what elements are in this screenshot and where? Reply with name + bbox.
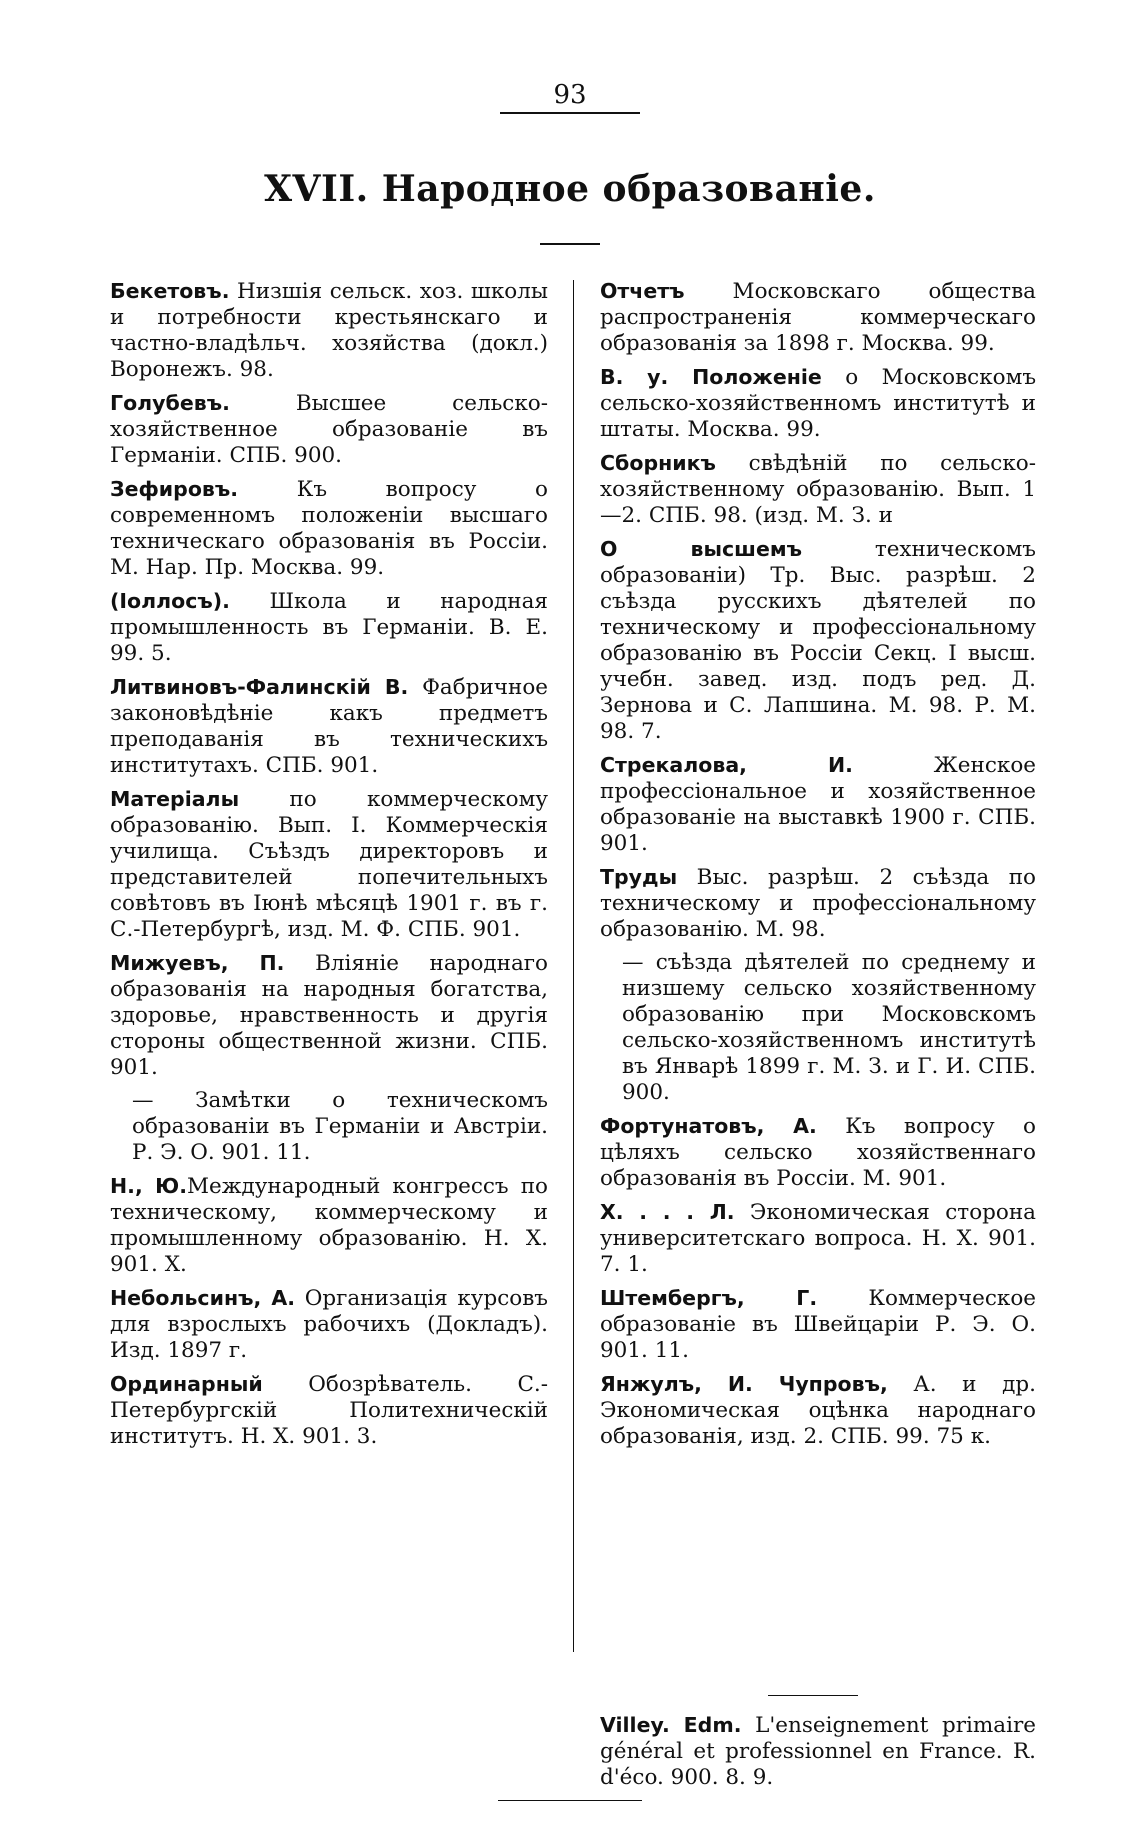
entry-text: Высшее сельско-хозяйственное образованіе въ Германіи. СПБ. 900.	[110, 391, 548, 468]
entry-text: А. и др. Экономическая оцѣнка народнаго образованія, изд. 2. СПБ. 99. 75 к.	[600, 1372, 1036, 1449]
title-rule	[540, 243, 600, 245]
bibliography-entry	[600, 1199, 1036, 1278]
entry-author: Небольсинъ, А.	[110, 1286, 295, 1310]
header-rule	[500, 112, 640, 114]
entry-text: Международный конгрессъ по техническому, коммерческому и промышленному образованію. Н. Х. 901. Х.	[110, 1174, 548, 1277]
foreign-entry	[600, 1712, 1036, 1791]
entry-text: Московскаго общества распространенія коммерческаго образованія за 1898 г. Москва. 99.	[600, 279, 1036, 356]
entry-author: Матеріалы	[110, 787, 240, 811]
entry-author: Н., Ю.	[110, 1174, 187, 1198]
entry-text: Фабричное законовѣдѣніе какъ предметъ преподаванія въ техническихъ институтахъ. СПБ. 901.	[110, 675, 548, 778]
entry-text: Экономическая сторона университетскаго вопроса. Н. Х. 901. 7. 1.	[600, 1200, 1036, 1277]
entry-author: Отчетъ	[600, 279, 685, 303]
bibliography-entry	[110, 1088, 548, 1166]
page-number: 93	[553, 80, 587, 110]
bibliography-entry	[110, 476, 548, 581]
entry-author: Янжулъ, И. Чупровъ,	[600, 1372, 888, 1396]
entry-author: О высшемъ	[600, 537, 803, 561]
bibliography-entry	[110, 588, 548, 667]
entry-text: Вліяніе народнаго образованія на народныя богатства, здоровье, нравственность и другія стороны общественной жизни. СПБ. 901.	[110, 951, 548, 1080]
entry-author: Труды	[600, 865, 678, 889]
entry-author: Сборникъ	[600, 451, 716, 475]
bibliography-entry	[110, 950, 548, 1081]
bibliography-entry	[600, 1371, 1036, 1450]
bibliography-entry	[110, 674, 548, 779]
entry-text: Организація курсовъ для взрослыхъ рабочихъ (Докладъ). Изд. 1897 г.	[110, 1286, 548, 1363]
bibliography-entry	[110, 1371, 548, 1450]
bibliography-entry	[600, 364, 1036, 443]
entry-author: Х. . . . Л.	[600, 1200, 735, 1224]
bibliography-entry	[110, 1173, 548, 1278]
entry-author: Бекетовъ.	[110, 279, 230, 303]
entry-author: (Іоллосъ).	[110, 589, 230, 613]
entry-text: Обозрѣватель. С.-Петербургскій Политехническій институтъ. Н. Х. 901. 3.	[110, 1372, 548, 1449]
entry-text: Женское профессіональное и хозяйственное образованіе на выставкѣ 1900 г. СПБ. 901.	[600, 753, 1036, 856]
entry-author: Villey. Edm.	[600, 1713, 742, 1737]
entry-author: Ординарный	[110, 1372, 263, 1396]
entry-author: Зефировъ.	[110, 477, 239, 501]
entry-author: Стрекалова, И.	[600, 753, 853, 777]
bibliography-entry	[110, 278, 548, 383]
right-column	[600, 278, 1036, 1457]
column-divider	[573, 280, 574, 1652]
bibliography-entry	[600, 536, 1036, 745]
left-column	[110, 278, 548, 1457]
bibliography-entry	[600, 278, 1036, 357]
entry-text: Выс. разрѣш. 2 съѣзда по техническому и профессіональному образованію. М. 98.	[600, 865, 1036, 942]
footer-rule	[498, 1800, 642, 1801]
bibliography-entry	[600, 1285, 1036, 1364]
entry-text: о Московскомъ сельско-хозяйственномъ институтѣ и штаты. Москва. 99.	[600, 365, 1036, 442]
entry-text: Къ вопросу о современномъ положеніи высшаго техническаго образованія въ Россіи. М. Нар. Пр. Москва. 99.	[110, 477, 548, 580]
bibliography-entry	[600, 950, 1036, 1106]
entry-text: Къ вопросу о цѣляхъ сельско хозяйственнаго образованія въ Россіи. М. 901.	[600, 1114, 1036, 1191]
entry-text: — Замѣтки о техническомъ образованіи въ Германіи и Австріи. Р. Э. О. 901. 11.	[132, 1088, 548, 1165]
foreign-section-rule	[768, 1695, 858, 1696]
entry-text: L'enseignement primaire général et professionnel en France. R. d'éco. 900. 8. 9.	[600, 1713, 1036, 1790]
section-title: XVII. Народное образованіе.	[264, 168, 876, 210]
entry-text: по коммерческому образованію. Вып. I. Коммерческія училища. Съѣздъ директоровъ и представителей попечительныхъ совѣтовъ въ Іюнѣ мѣсяцѣ 1901 г. въ г. С.-Петербургѣ, изд. М. Ф. СПБ. 901.	[110, 787, 548, 942]
entry-text: — съѣзда дѣятелей по среднему и низшему сельско хозяйственному образованію при Московскомъ сельско-хозяйственномъ институтѣ въ Январѣ 1899 г. М. З. и Г. И. СПБ. 900.	[622, 950, 1036, 1105]
entry-text: Коммерческое образованіе въ Швейцаріи Р. Э. О. 901. 11.	[600, 1286, 1036, 1363]
bibliography-entry	[600, 864, 1036, 943]
bibliography-entry	[110, 786, 548, 943]
entry-text: техническомъ образованіи) Тр. Выс. разрѣш. 2 съѣзда русскихъ дѣятелей по техническому и профессіональному образованію въ Россіи Секц. I высш. учебн. завед. изд. подъ ред. Д. Зернова и С. Лапшина. М. 98. Р. М. 98. 7.	[600, 537, 1036, 744]
bibliography-entry	[600, 450, 1036, 529]
entry-text: Низшія сельск. хоз. школы и потребности крестьянскаго и частно-владѣльч. хозяйства (докл.) Воронежъ. 98.	[110, 279, 548, 382]
bibliography-entry	[600, 752, 1036, 857]
entry-text: свѣдѣній по сельско-хозяйственному образованію. Вып. 1—2. СПБ. 98. (изд. М. З. и	[600, 451, 1036, 528]
entry-author: Фортунатовъ, А.	[600, 1114, 817, 1138]
bibliography-entry	[110, 1285, 548, 1364]
entry-author: Литвиновъ-Фалинскій В.	[110, 675, 409, 699]
bibliography-entry	[110, 390, 548, 469]
entry-author: Штембергъ, Г.	[600, 1286, 818, 1310]
entry-author: Мижуевъ, П.	[110, 951, 285, 975]
entry-author: Голубевъ.	[110, 391, 230, 415]
entry-author: В. у. Положеніе	[600, 365, 822, 389]
bibliography-entry	[600, 1113, 1036, 1192]
entry-text: Школа и народная промышленность въ Германіи. В. Е. 99. 5.	[110, 589, 548, 666]
